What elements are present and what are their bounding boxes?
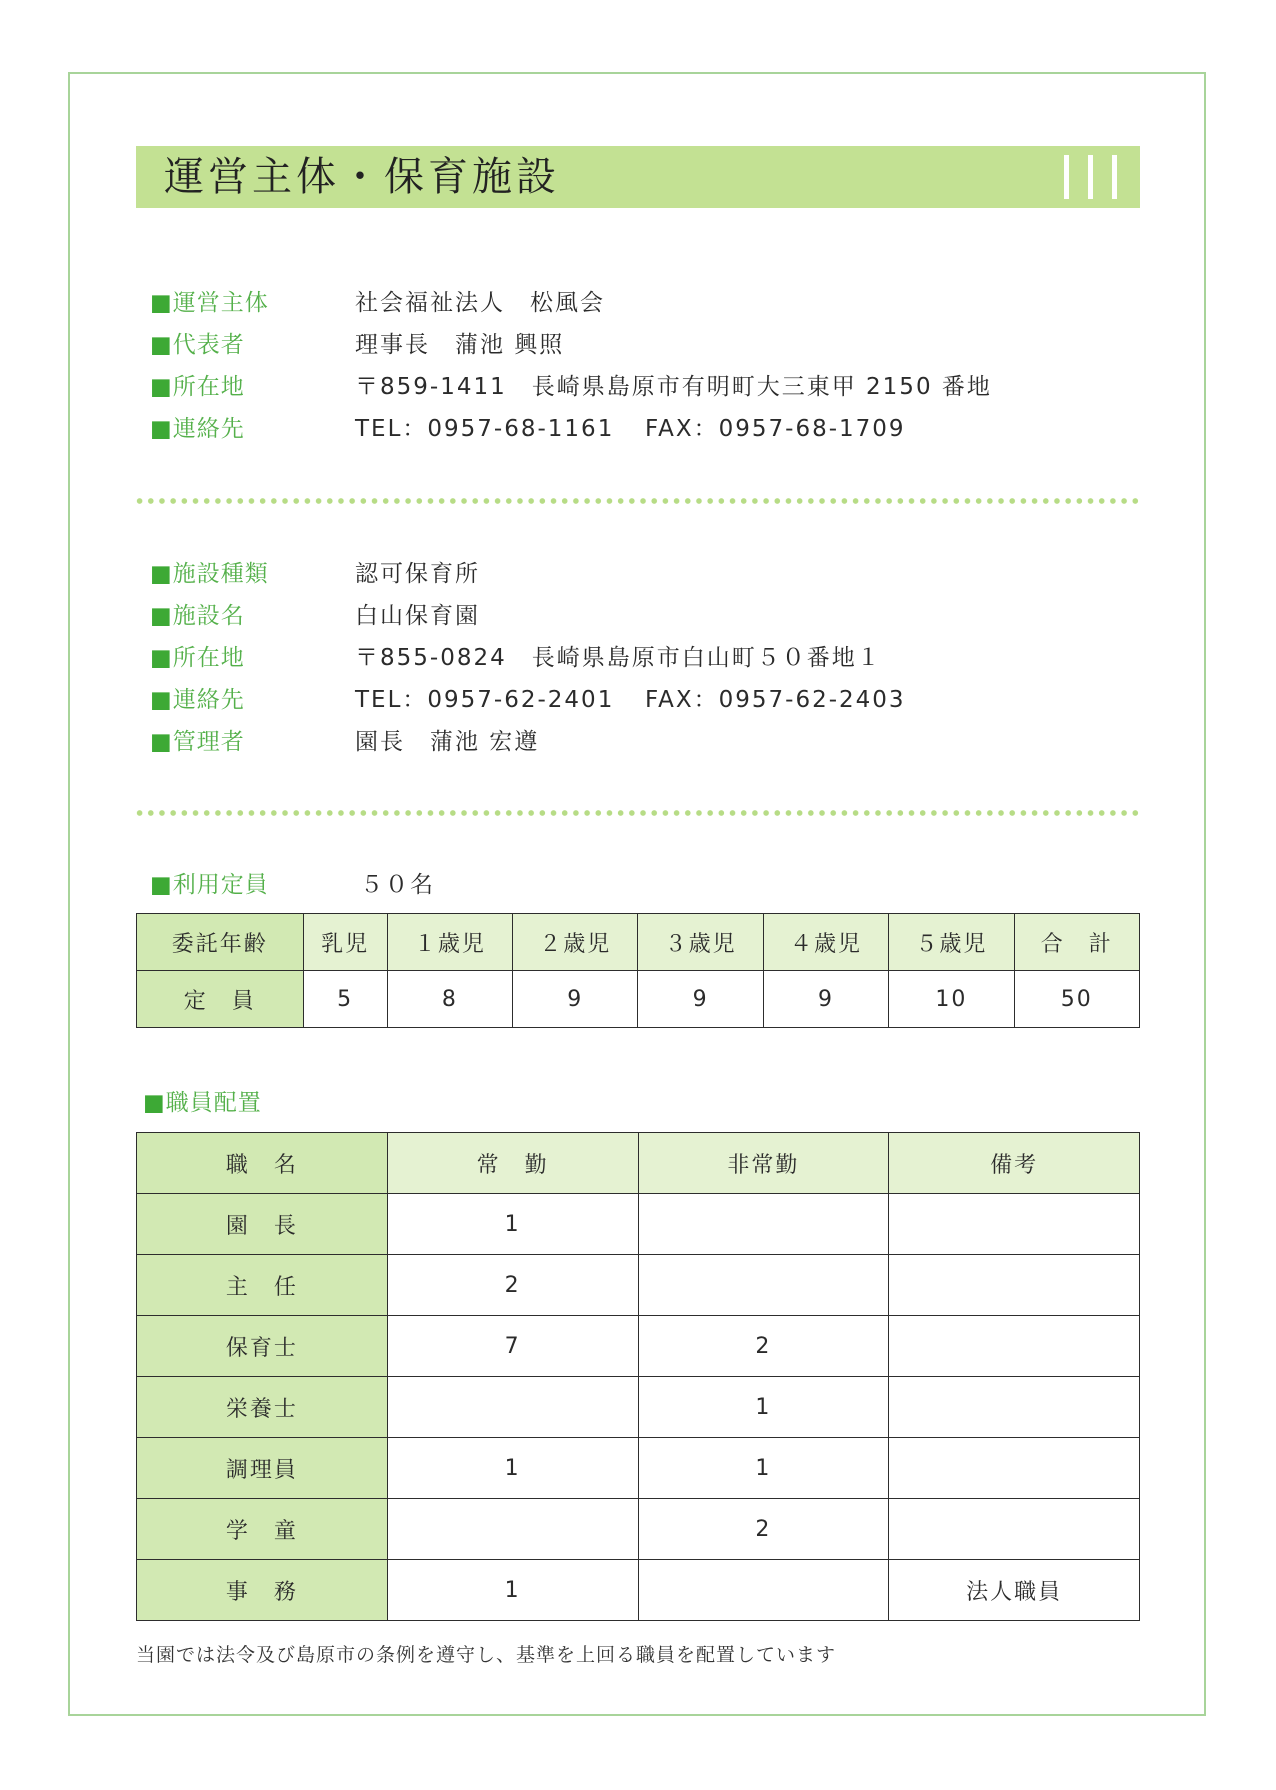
staff-parttime: 1	[638, 1438, 889, 1499]
table-row	[137, 1255, 1140, 1316]
staff-note	[889, 1194, 1140, 1255]
square-bullet-icon: ■	[150, 332, 173, 358]
field-label: ■運営主体	[150, 290, 269, 316]
capacity-cell: 9	[763, 971, 888, 1028]
field-label: ■管理者	[150, 729, 245, 755]
dotted-divider	[134, 810, 1142, 816]
staff-role: 学 童	[137, 1499, 388, 1560]
field-value: 理事長 蒲池 興照	[355, 332, 565, 358]
staff-role: 園 長	[137, 1194, 388, 1255]
field-label: ■連絡先	[150, 416, 245, 442]
staff-note	[889, 1316, 1140, 1377]
staff-header-cell: 非常勤	[638, 1133, 889, 1194]
field-value: 〒855-0824 長崎県島原市白山町５０番地１	[355, 645, 882, 671]
table-row	[137, 1438, 1140, 1499]
staff-parttime	[638, 1194, 889, 1255]
capacity-cell: 8	[387, 971, 512, 1028]
capacity-row-label: 定 員	[137, 971, 304, 1028]
field-value: 社会福祉法人 松風会	[355, 290, 605, 316]
staff-parttime: 2	[638, 1316, 889, 1377]
staff-note	[889, 1499, 1140, 1560]
staff-note: 法人職員	[889, 1560, 1140, 1621]
field-value: 認可保育所	[355, 561, 480, 587]
square-bullet-icon: ■	[143, 1090, 166, 1116]
field-label: ■所在地	[150, 374, 245, 400]
square-bullet-icon: ■	[150, 687, 173, 713]
staff-fulltime: 1	[387, 1438, 638, 1499]
square-bullet-icon: ■	[150, 645, 173, 671]
capacity-cell: 5	[303, 971, 387, 1028]
staff-note	[889, 1377, 1140, 1438]
table-row	[137, 1377, 1140, 1438]
capacity-header-cell: １歳児	[387, 914, 512, 971]
staff-role: 保育士	[137, 1316, 388, 1377]
staff-role: 栄養士	[137, 1377, 388, 1438]
capacity-cell: 9	[513, 971, 638, 1028]
capacity-header-cell: 乳児	[303, 914, 387, 971]
staff-parttime	[638, 1255, 889, 1316]
square-bullet-icon: ■	[150, 729, 173, 755]
tel-number: TEL：0957-62-2401	[355, 687, 615, 713]
staff-role: 主 任	[137, 1255, 388, 1316]
field-label: ■施設種類	[150, 561, 269, 587]
title-decoration-stripes-icon	[1064, 155, 1118, 199]
fax-number: FAX：0957-62-2403	[645, 687, 906, 713]
staff-header-row	[137, 1133, 1140, 1194]
page-title: 運営主体・保育施設	[164, 154, 560, 200]
title-bar	[136, 146, 1140, 208]
staff-fulltime: 1	[387, 1560, 638, 1621]
field-value	[355, 683, 906, 717]
field-value: 白山保育園	[355, 603, 480, 629]
staff-header-cell: 常 勤	[387, 1133, 638, 1194]
fax-number: FAX：0957-68-1709	[645, 416, 906, 442]
field-label: ■施設名	[150, 603, 245, 629]
capacity-value-row	[137, 971, 1140, 1028]
staff-note	[889, 1255, 1140, 1316]
table-row	[137, 1499, 1140, 1560]
square-bullet-icon: ■	[150, 416, 173, 442]
staff-note	[889, 1438, 1140, 1499]
field-value: 〒859-1411 長崎県島原市有明町大三東甲 2150 番地	[355, 374, 992, 400]
staff-role: 調理員	[137, 1438, 388, 1499]
staff-fulltime: 1	[387, 1194, 638, 1255]
capacity-header-row	[137, 914, 1140, 971]
footnote: 当園では法令及び島原市の条例を遵守し、基準を上回る職員を配置しています	[136, 1644, 837, 1666]
staff-role: 事 務	[137, 1560, 388, 1621]
staff-parttime: 2	[638, 1499, 889, 1560]
capacity-cell: 9	[638, 971, 763, 1028]
capacity-table	[136, 913, 1140, 1028]
capacity-header-cell: 合 計	[1014, 914, 1139, 971]
capacity-header-cell: ５歳児	[889, 914, 1014, 971]
field-value	[355, 412, 906, 446]
staff-header-cell: 職 名	[137, 1133, 388, 1194]
staff-fulltime: 2	[387, 1255, 638, 1316]
capacity-header-cell: ４歳児	[763, 914, 888, 971]
staff-parttime	[638, 1560, 889, 1621]
table-row	[137, 1194, 1140, 1255]
square-bullet-icon: ■	[150, 561, 173, 587]
staff-section-heading: ■職員配置	[143, 1090, 262, 1116]
staff-fulltime	[387, 1377, 638, 1438]
capacity-header-cell: ３歳児	[638, 914, 763, 971]
dotted-divider	[134, 498, 1142, 504]
square-bullet-icon: ■	[150, 603, 173, 629]
field-label: ■所在地	[150, 645, 245, 671]
staff-table	[136, 1132, 1140, 1621]
field-label: ■利用定員	[150, 872, 269, 898]
capacity-header-cell: ２歳児	[513, 914, 638, 971]
field-label: ■代表者	[150, 332, 245, 358]
staff-fulltime: 7	[387, 1316, 638, 1377]
square-bullet-icon: ■	[150, 872, 173, 898]
field-value: 園長 蒲池 宏遵	[355, 729, 540, 755]
table-row	[137, 1560, 1140, 1621]
capacity-value: ５０名	[360, 872, 435, 898]
square-bullet-icon: ■	[150, 290, 173, 316]
tel-number: TEL：0957-68-1161	[355, 416, 615, 442]
capacity-cell: 50	[1014, 971, 1139, 1028]
staff-fulltime	[387, 1499, 638, 1560]
capacity-header-cell: 委託年齢	[137, 914, 304, 971]
table-row	[137, 1316, 1140, 1377]
square-bullet-icon: ■	[150, 374, 173, 400]
capacity-cell: 10	[889, 971, 1014, 1028]
field-label: ■連絡先	[150, 687, 245, 713]
staff-parttime: 1	[638, 1377, 889, 1438]
staff-header-cell: 備考	[889, 1133, 1140, 1194]
